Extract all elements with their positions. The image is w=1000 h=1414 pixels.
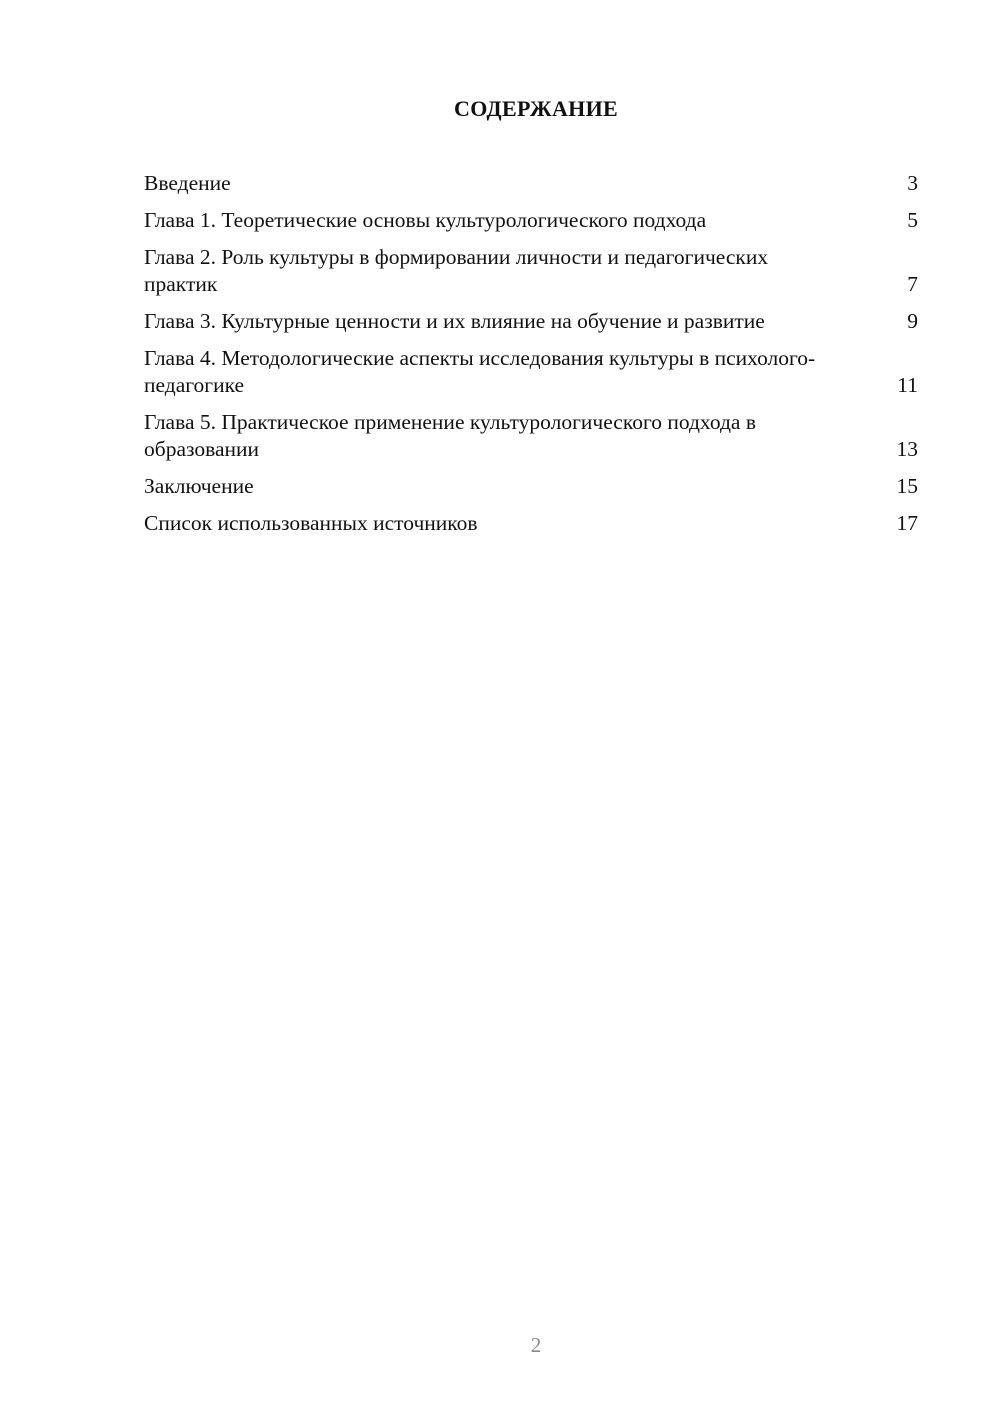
- toc-entry-chapter-1: [144, 207, 918, 234]
- toc-entry-conclusion: [144, 473, 918, 500]
- toc-entry-text: Глава 2. Роль культуры в формировании личности и педагогических практик: [144, 245, 769, 296]
- toc-entry-references: [144, 510, 918, 537]
- toc-entry-text: Глава 3. Культурные ценности и их влияние на обучение и развитие: [144, 309, 765, 333]
- toc-entry-text: Глава 5. Практическое применение культурологического подхода в образовании: [144, 410, 756, 461]
- toc-entry-page: 17: [896, 511, 918, 535]
- table-of-contents: [144, 170, 918, 547]
- toc-entry-page: 13: [896, 437, 918, 461]
- toc-entry-introduction: [144, 170, 918, 197]
- toc-entry-text: Список использованных источников: [144, 511, 478, 535]
- toc-entry-chapter-3: [144, 308, 918, 335]
- toc-entry-text: Заключение: [144, 474, 254, 498]
- toc-title: СОДЕРЖАНИЕ: [454, 96, 618, 121]
- toc-entry-page: 11: [897, 373, 918, 397]
- toc-entry-chapter-2: [144, 244, 918, 298]
- toc-entry-page: 7: [907, 272, 918, 296]
- toc-entry-chapter-4: [144, 345, 918, 399]
- toc-entry-chapter-5: [144, 409, 918, 463]
- toc-entry-page: 5: [907, 208, 918, 232]
- page-number: 2: [530, 1333, 542, 1357]
- toc-entry-page: 9: [907, 309, 918, 333]
- toc-entry-text: Глава 4. Методологические аспекты исследования культуры в психолого-педагогике: [144, 346, 816, 397]
- toc-entry-text: Введение: [144, 171, 231, 195]
- toc-entry-page: 3: [907, 171, 918, 195]
- toc-entry-text: Глава 1. Теоретические основы культурологического подхода: [144, 208, 707, 232]
- toc-entry-page: 15: [896, 474, 918, 498]
